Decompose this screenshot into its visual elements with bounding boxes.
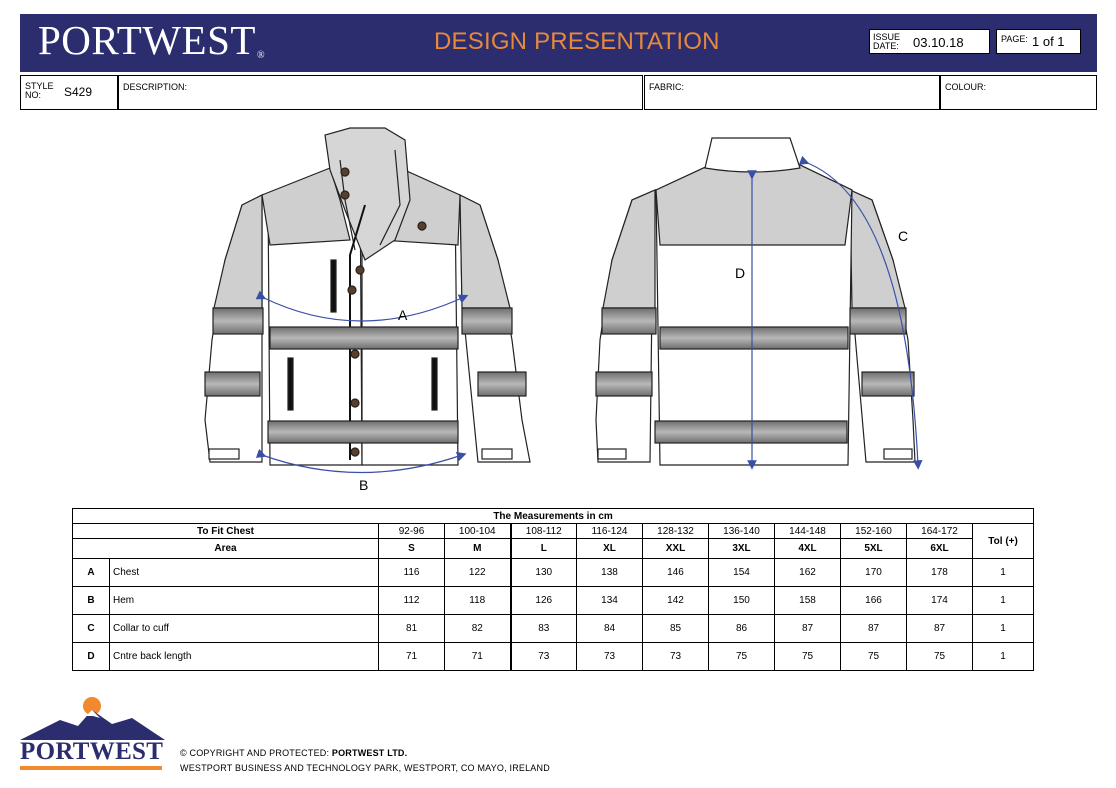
footer-logo-underline — [20, 766, 162, 770]
size-header: M — [445, 539, 511, 559]
row-area: Hem — [110, 587, 379, 615]
cell-value: 154 — [709, 559, 775, 587]
row-code: C — [73, 615, 110, 643]
cell-tolerance: 1 — [973, 587, 1034, 615]
table-row — [73, 559, 1034, 587]
cell-tolerance: 1 — [973, 559, 1034, 587]
measurements-table — [72, 508, 1034, 671]
cell-value: 82 — [445, 615, 511, 643]
footer-brand-logo: PORTWEST — [20, 738, 164, 765]
chest-range: 164-172 — [907, 524, 973, 539]
cell-value: 134 — [577, 587, 643, 615]
mountain-logo-icon — [20, 694, 165, 742]
cell-value: 138 — [577, 559, 643, 587]
cell-value: 85 — [643, 615, 709, 643]
measure-label-a: A — [398, 307, 408, 323]
copyright-company: PORTWEST LTD. — [331, 748, 408, 758]
cell-value: 75 — [907, 643, 973, 671]
issue-date-value: 03.10.18 — [913, 35, 964, 50]
cell-value: 86 — [709, 615, 775, 643]
size-header: L — [511, 539, 577, 559]
description-label: DESCRIPTION: — [123, 82, 188, 92]
cell-value: 170 — [841, 559, 907, 587]
cell-value: 116 — [379, 559, 445, 587]
cell-value: 150 — [709, 587, 775, 615]
cell-value: 166 — [841, 587, 907, 615]
table-row — [73, 615, 1034, 643]
front-jacket-drawing — [205, 128, 530, 465]
cell-value: 87 — [775, 615, 841, 643]
cell-value: 178 — [907, 559, 973, 587]
row-area: Collar to cuff — [110, 615, 379, 643]
company-address: WESTPORT BUSINESS AND TECHNOLOGY PARK, WESTPORT, CO MAYO, IRELAND — [180, 763, 550, 773]
cell-tolerance: 1 — [973, 643, 1034, 671]
cell-value: 73 — [511, 643, 577, 671]
cell-value: 174 — [907, 587, 973, 615]
cell-value: 71 — [379, 643, 445, 671]
cell-value: 158 — [775, 587, 841, 615]
cell-value: 146 — [643, 559, 709, 587]
size-header: XL — [577, 539, 643, 559]
chest-range: 92-96 — [379, 524, 445, 539]
measure-label-b: B — [359, 477, 369, 493]
chest-range: 100-104 — [445, 524, 511, 539]
size-header: 6XL — [907, 539, 973, 559]
fabric-label: FABRIC: — [649, 82, 685, 92]
document-title: DESIGN PRESENTATION — [434, 28, 720, 55]
cell-value: 162 — [775, 559, 841, 587]
measure-label-c: C — [898, 228, 909, 244]
chest-range: 116-124 — [577, 524, 643, 539]
fit-chest-label: To Fit Chest — [73, 524, 379, 539]
page-label: PAGE: — [1001, 34, 1028, 44]
cell-value: 81 — [379, 615, 445, 643]
copyright-text — [180, 748, 407, 758]
row-code: D — [73, 643, 110, 671]
size-header: 5XL — [841, 539, 907, 559]
cell-value: 130 — [511, 559, 577, 587]
cell-value: 75 — [841, 643, 907, 671]
cell-value: 118 — [445, 587, 511, 615]
measure-label-d: D — [735, 265, 746, 281]
row-area: Chest — [110, 559, 379, 587]
cell-value: 73 — [577, 643, 643, 671]
size-header: 4XL — [775, 539, 841, 559]
style-number-label: STYLE NO: — [25, 81, 54, 100]
brand-logo: PORTWEST® — [38, 17, 266, 63]
chest-range: 108-112 — [511, 524, 577, 539]
issue-date-label: ISSUE DATE: — [873, 32, 901, 51]
cell-value: 142 — [643, 587, 709, 615]
table-row — [73, 643, 1034, 671]
size-row — [73, 539, 1034, 559]
size-header: 3XL — [709, 539, 775, 559]
colour-label: COLOUR: — [945, 82, 987, 92]
cell-value: 75 — [775, 643, 841, 671]
table-row — [73, 587, 1034, 615]
page-value: 1 of 1 — [1032, 34, 1065, 49]
cell-value: 75 — [709, 643, 775, 671]
area-header: Area — [73, 539, 379, 559]
row-code: A — [73, 559, 110, 587]
copyright-prefix: © COPYRIGHT AND PROTECTED: — [180, 748, 332, 758]
size-header: XXL — [643, 539, 709, 559]
size-header: S — [379, 539, 445, 559]
chest-range: 136-140 — [709, 524, 775, 539]
cell-value: 84 — [577, 615, 643, 643]
table-caption: The Measurements in cm — [73, 509, 1034, 524]
tolerance-header: Tol (+) — [973, 524, 1034, 559]
cell-value: 73 — [643, 643, 709, 671]
back-jacket-drawing — [596, 138, 915, 465]
cell-value: 87 — [841, 615, 907, 643]
cell-value: 87 — [907, 615, 973, 643]
chest-range: 144-148 — [775, 524, 841, 539]
cell-value: 83 — [511, 615, 577, 643]
row-code: B — [73, 587, 110, 615]
style-number-value: S429 — [64, 85, 93, 99]
cell-value: 112 — [379, 587, 445, 615]
row-area: Cntre back length — [110, 643, 379, 671]
cell-tolerance: 1 — [973, 615, 1034, 643]
chest-range: 152-160 — [841, 524, 907, 539]
cell-value: 126 — [511, 587, 577, 615]
fit-chest-row — [73, 524, 1034, 539]
chest-range: 128-132 — [643, 524, 709, 539]
cell-value: 71 — [445, 643, 511, 671]
cell-value: 122 — [445, 559, 511, 587]
